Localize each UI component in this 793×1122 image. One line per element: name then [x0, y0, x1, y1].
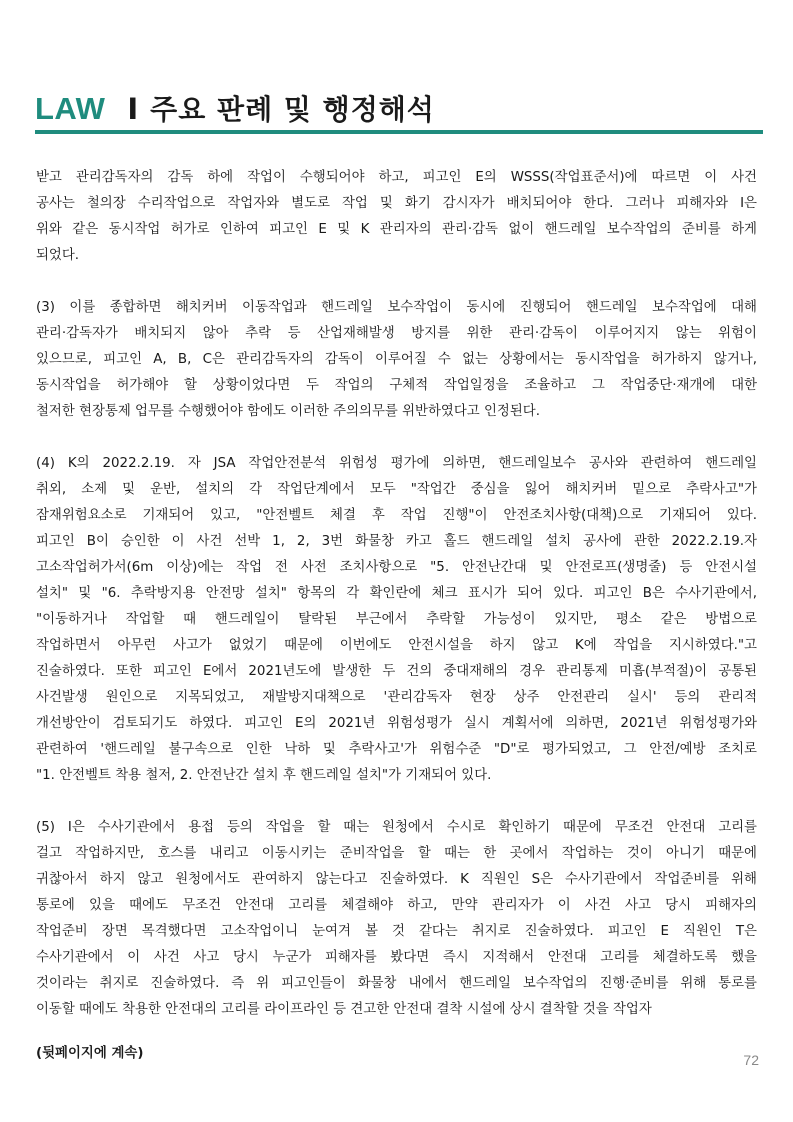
text-line: 귀찮아서 하지 않고 원청에서도 관여하지 않는다고 진술하였다. K 직원인 S은 수사기관에서 작업준비를 위해	[36, 872, 757, 887]
text-line: (3) 이를 종합하면 해치커버 이동작업과 핸드레일 보수작업이 동시에 진행되어 핸드레일 보수작업에 대해	[36, 300, 757, 315]
text-line: "1. 안전벨트 착용 철저, 2. 안전난간 설치 후 핸드레일 설치"가 기재되어 있다.	[36, 768, 492, 783]
text-line: 되었다.	[36, 248, 80, 263]
text-line: "이동하거나 작업할 때 핸드레일이 탈락된 부근에서 추락할 가능성이 있지만, 평소 같은 방법으로	[36, 612, 757, 627]
text-line: (5) I은 수사기관에서 용접 등의 작업을 할 때는 원청에서 수시로 확인하기 때문에 무조건 안전대 고리를	[36, 820, 757, 835]
text-line: 걸고 작업하지만, 호스를 내리고 이동시키는 준비작업을 할 때는 한 곳에서 작업하는 것이 아니기 때문에	[36, 846, 757, 861]
text-line: 관리·감독자가 배치되지 않아 추락 등 산업재해발생 방지를 위한 관리·감독이 이루어지지 않는 위험이	[36, 326, 757, 341]
text-line: 피고인 B이 승인한 이 사건 선박 1, 2, 3번 화물창 카고 홀드 핸드레일 설치 공사에 관한 2022.2.19.자	[36, 534, 757, 549]
header-divider	[35, 130, 763, 134]
page-title: 주요 판례 및 행정해석	[150, 93, 435, 126]
continued-note: (뒷페이지에 계속)	[36, 1046, 144, 1061]
text-line: (4) K의 2022.2.19. 자 JSA 작업안전분석 위험성 평가에 의하면, 핸드레일보수 공사와 관련하여 핸드레일	[36, 456, 757, 471]
text-line: 작업하면서 아무런 사고가 없었기 때문에 이번에도 안전시설을 하지 않고 K에 작업을 지시하였다."고	[36, 638, 757, 653]
text-line: 관련하여 '핸드레일 불구속으로 인한 낙하 및 추락사고'가 위험수준 "D"로 평가되었고, 그 안전/예방 조치로	[36, 742, 757, 757]
page-number: 72	[743, 1052, 759, 1068]
paragraph-1	[36, 165, 757, 269]
text-line: 설치" 및 "6. 추락방지용 안전망 설치" 항목의 각 확인란에 체크 표시가 되어 있다. 피고인 B은 수사기관에서,	[36, 586, 757, 601]
paragraph-2	[36, 295, 757, 425]
text-line: 작업준비 장면 목격했다면 고소작업이니 눈여겨 볼 것 같다는 취지로 진술하였다. 피고인 E 직원인 T은	[36, 924, 757, 939]
text-line: 잠재위험요소로 기재되어 있고, "안전벨트 체결 후 작업 진행"이 안전조치사항(대책)으로 기재되어 있다.	[36, 508, 757, 523]
page-header	[35, 88, 435, 128]
text-line: 공사는 철의장 수리작업으로 작업자와 별도로 작업 및 화기 감시자가 배치되어야 한다. 그러나 피해자와 I은	[36, 196, 757, 211]
text-line: 사건발생 원인으로 지목되었고, 재발방지대책으로 '관리감독자 현장 상주 안전관리 실시' 등의 관리적	[36, 690, 757, 705]
text-line: 이동할 때에도 착용한 안전대의 고리를 라이프라인 등 견고한 안전대 결착 시설에 상시 결착할 것을 작업자	[36, 1002, 652, 1017]
paragraph-4	[36, 815, 757, 1023]
text-line: 받고 관리감독자의 감독 하에 작업이 수행되어야 하고, 피고인 E의 WSSS(작업표준서)에 따르면 이 사건	[36, 170, 757, 185]
text-line: 개선방안이 검토되기도 하였다. 피고인 E의 2021년 위험성평가 실시 계획서에 의하면, 2021년 위험성평가와	[36, 716, 757, 731]
text-line: 있으므로, 피고인 A, B, C은 관리감독자의 감독이 이루어질 수 없는 상황에서는 동시작업을 허가하지 않거나,	[36, 352, 757, 367]
header-separator: I	[127, 92, 139, 126]
text-line: 수사기관에서 이 사건 사고 당시 누군가 피해자를 봤다면 즉시 지적해서 안전대 고리를 체결하도록 했을	[36, 950, 757, 965]
document-body	[36, 165, 757, 1049]
section-brand: LAW	[35, 91, 106, 126]
paragraph-3	[36, 451, 757, 789]
text-line: 철저한 현장통제 업무를 수행했어야 함에도 이러한 주의의무를 위반하였다고 인정된다.	[36, 404, 540, 419]
text-line: 동시작업을 허가해야 할 상황이었다면 두 작업의 구체적 작업일정을 조율하고 그 작업중단·재개에 대한	[36, 378, 757, 393]
text-line: 취외, 소제 및 운반, 설치의 각 작업단계에서 모두 "작업간 중심을 잃어 해치커버 밑으로 추락사고"가	[36, 482, 757, 497]
text-line: 통로에 있을 때에도 무조건 안전대 고리를 체결해야 하고, 만약 관리자가 이 사건 사고 당시 피해자의	[36, 898, 757, 913]
text-line: 것이라는 취지로 진술하였다. 즉 위 피고인들이 화물창 내에서 핸드레일 보수작업의 진행·준비를 위해 통로를	[36, 976, 757, 991]
text-line: 위와 같은 동시작업 허가로 인하여 피고인 E 및 K 관리자의 관리·감독 없이 핸드레일 보수작업의 준비를 하게	[36, 222, 757, 237]
text-line: 진술하였다. 또한 피고인 E에서 2021년도에 발생한 두 건의 중대재해의 경우 관리통제 미흡(부적절)이 공통된	[36, 664, 757, 679]
text-line: 고소작업허가서(6m 이상)에는 작업 전 사전 조치사항으로 "5. 안전난간대 및 안전로프(생명줄) 등 안전시설	[36, 560, 757, 575]
